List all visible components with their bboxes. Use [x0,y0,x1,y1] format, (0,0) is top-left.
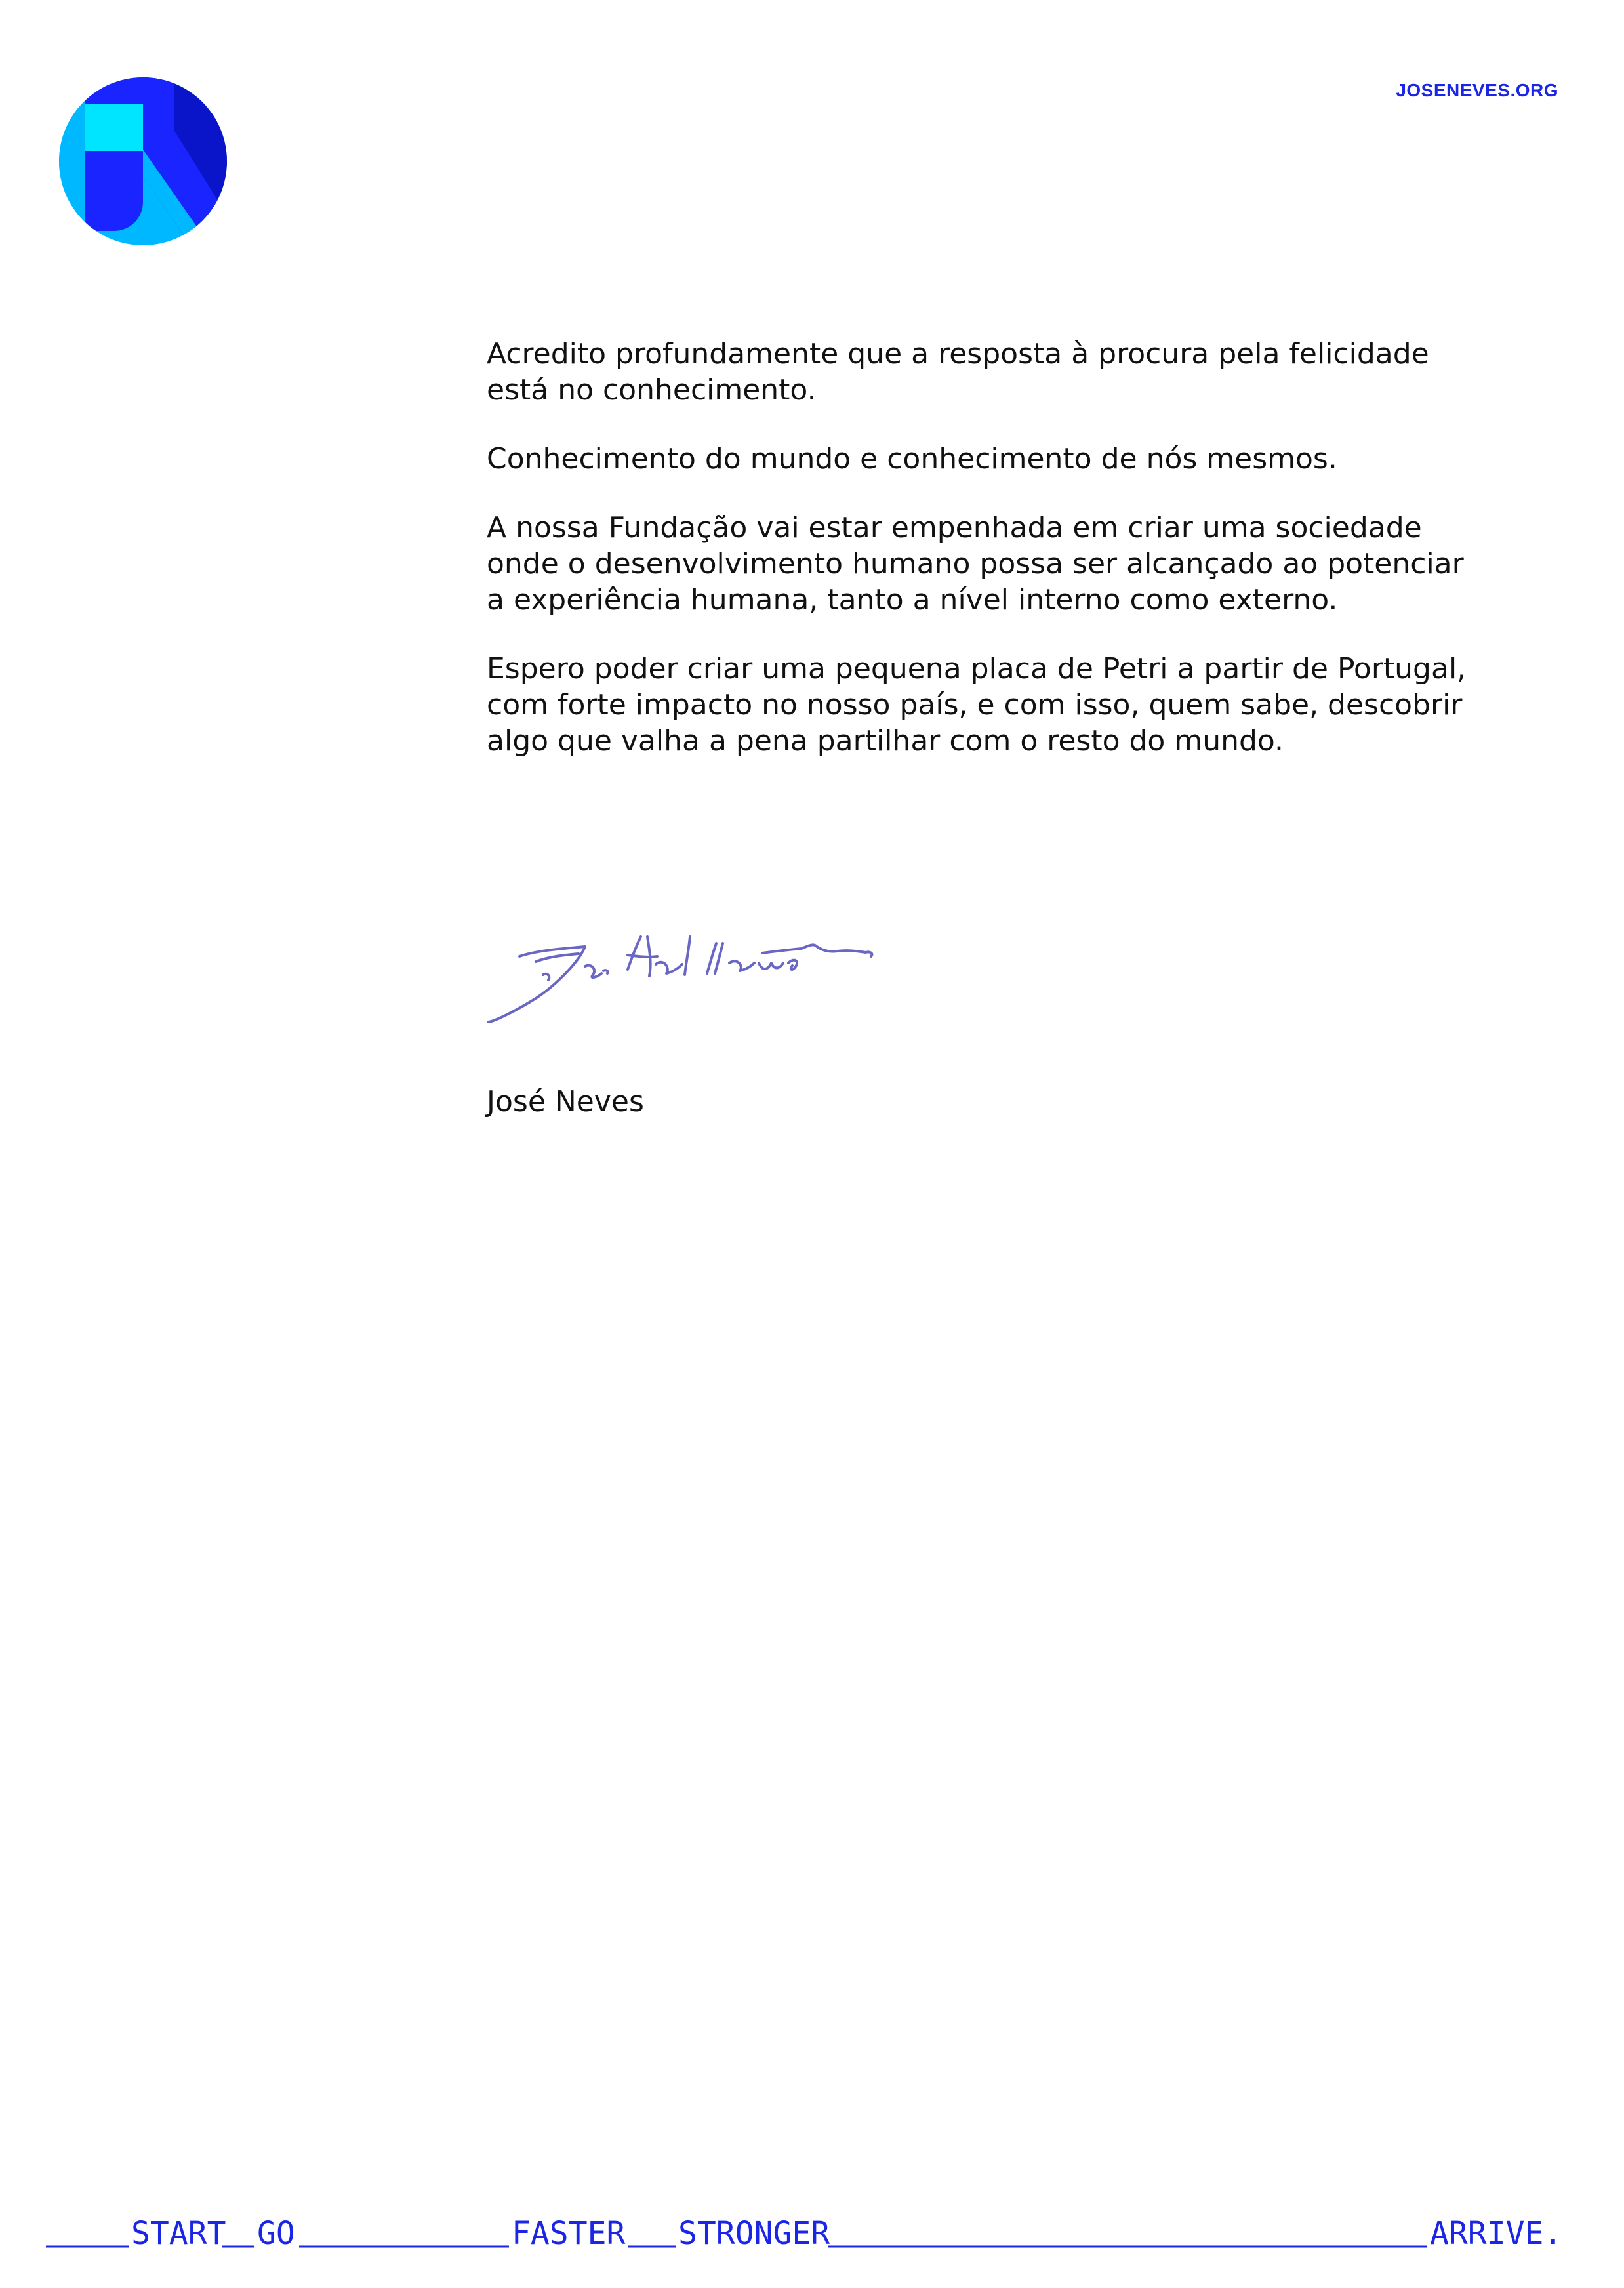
letter-paragraph: Espero poder criar uma pequena placa de Petri a partir de Portugal, com forte impacto no nosso país, e com isso, quem sabe, descobrir algo que valha a pena partilhar com o resto do mundo. [487,652,1467,758]
tagline-word: START [131,2215,226,2252]
tagline-word: GO [257,2215,295,2252]
letter-paragraph: A nossa Fundação vai estar empenhada em criar uma sociedade onde o desenvolvimento humano possa ser alcançado ao potenciar a experiência humana, tanto a nível interno como externo. [487,511,1464,617]
site-url-link[interactable]: JOSENEVES.ORG [1396,80,1558,100]
jn-monogram-icon [59,77,227,245]
tagline-word: ARRIVE. [1430,2215,1563,2252]
letter-paragraph: Conhecimento do mundo e conhecimento de nós mesmos. [487,442,1337,476]
signer-name: José Neves [487,1085,644,1118]
footer-tagline [0,2207,1624,2260]
tagline-word: STRONGER [678,2215,830,2252]
tagline-word: FASTER [512,2215,626,2252]
letter-paragraph: Acredito profundamente que a resposta à procura pela felicidade está no conhecimento. [487,337,1429,407]
letter-body [487,336,1471,792]
handwritten-signature [480,917,926,1035]
